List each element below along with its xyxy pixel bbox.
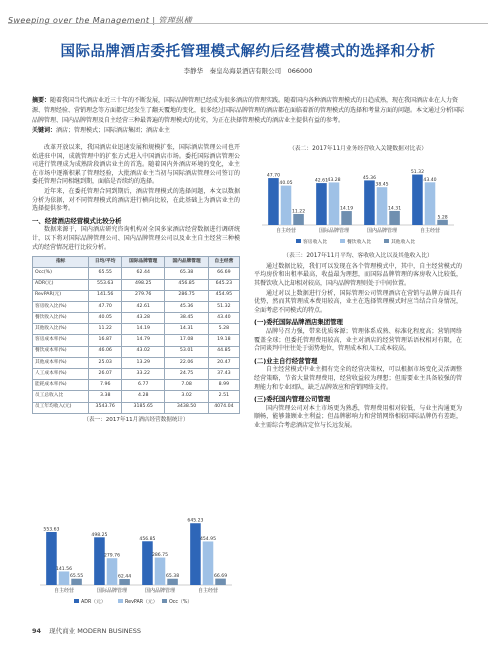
chart-bar: [107, 558, 118, 585]
chart-data-label: 47.70: [266, 173, 281, 179]
table-row: [33, 324, 240, 335]
table-cell: 5.28: [208, 324, 239, 335]
table-cell: 17.08: [165, 335, 208, 346]
table-cell: 26.07: [89, 369, 122, 380]
table-row-label: 员工总收入比: [33, 391, 89, 402]
chart-legend-swatch: [162, 599, 167, 603]
chart-data-label: 62.44: [117, 574, 132, 580]
table-cell: 43.28: [122, 313, 165, 324]
table-row-label: 人工成本率(%): [33, 369, 89, 380]
table-cell: 6.77: [122, 380, 165, 391]
table-cell: 3.02: [165, 391, 208, 402]
table-row: [33, 346, 240, 357]
chart-data-label: 279.76: [103, 553, 121, 559]
table-row: [33, 290, 240, 301]
section-b-title: (二)业主自行经营管理: [254, 356, 318, 365]
table-cell: 53.01: [165, 346, 208, 357]
chart-legend-swatch: [74, 599, 79, 603]
table-row-label: 其他成本率(%): [33, 357, 89, 368]
table-header-cell: 国际品牌管理: [122, 257, 165, 268]
running-title: Sweeping over the Management | 管理纵横: [8, 16, 192, 25]
table-row-label: 客房收入比(%): [33, 301, 89, 312]
chart-2: [32, 508, 240, 612]
chart-category-label: 国内品牌管理: [144, 588, 176, 594]
chart-bar: [142, 541, 153, 585]
chart-data-label: 65.55: [69, 574, 84, 580]
table-cell: 645.23: [208, 279, 239, 290]
abstract-block: [32, 96, 464, 136]
table-cell: 16.87: [89, 335, 122, 346]
chart-legend-swatch: [118, 599, 123, 603]
table-cell: 2.51: [208, 391, 239, 402]
table-row: [33, 357, 240, 368]
header-rule: [8, 23, 488, 24]
table-row-label: 员工年均收入(元): [33, 402, 89, 413]
chart-data-label: 40.05: [279, 180, 293, 186]
table-cell: 19.18: [208, 335, 239, 346]
analysis-paragraph-2: 通过对以上数据进行分析，国际管理公司管理酒店在营销与品牌方面具有优势，然而其管理成本费用较高，业主在选择管理模式时应当结合自身情况，全面考虑不同模式的特点。: [254, 289, 462, 314]
section-1-paragraph: 数据来源于，国内酒店研究咨询机构对全国多家酒店经营数据进行调研统计，以下将对国际品牌管理公司、国内品牌管理公司以及业主自主经营三种模式的经营情况进行比较分析。: [32, 226, 240, 251]
table-row: [33, 313, 240, 324]
chart-bar: [425, 182, 436, 225]
table-cell: 51.32: [208, 301, 239, 312]
table-cell: 3543.76: [89, 402, 122, 413]
chart-data-label: 454.95: [199, 536, 217, 542]
chart-legend-label: Occ（%）: [169, 600, 193, 605]
chart-bar: [412, 174, 423, 224]
section-c-title: (三)委托国内管理公司管理: [254, 395, 331, 404]
table-cell: 286.75: [165, 290, 208, 301]
abstract-text: [32, 96, 464, 126]
chart-data-label: 51.32: [410, 169, 425, 175]
table-cell: 454.95: [208, 290, 239, 301]
table-row: [33, 268, 240, 279]
table-row: [33, 335, 240, 346]
table-row-label: 餐饮收入比(%): [33, 313, 89, 324]
chart-bar: [119, 579, 130, 585]
table-cell: 8.99: [208, 380, 239, 391]
intro-paragraph-2: 近年来，在委托管理合同到期后，酒店管理模式的选择问题，本文以数据分析为依据，对不同管理模式的酒店进行横向比较，在此基础上为酒店业主的选择提供参考。: [32, 187, 240, 213]
table-cell: 42.61: [122, 301, 165, 312]
section-a-paragraph: 品牌号召力强，带来优质客源；管理体系成熟、标准化程度高；营销网络覆盖全球；但委托管理费用较高，业主对酒店的经营管理话语权相对有限，在合同谈判中往往处于弱势地位，管理成本和人工成本较高。: [254, 327, 462, 353]
chart-data-label: 38.45: [375, 182, 389, 188]
chart-legend-label: 餐饮收入比: [347, 239, 371, 245]
left-column: [32, 144, 240, 424]
table-row: [33, 279, 240, 290]
table-cell: 43.40: [208, 313, 239, 324]
chart-data-label: 141.56: [55, 566, 73, 572]
table-row-label: 能耗成本率(%): [33, 380, 89, 391]
table-row: [33, 369, 240, 380]
chart-legend-swatch: [384, 239, 389, 243]
chart-data-label: 43.40: [423, 177, 437, 183]
chart-legend-label: RevPAR（元）: [125, 600, 158, 605]
chart-bar: [94, 537, 105, 585]
table-cell: 43.02: [122, 346, 165, 357]
table-cell: 4074.04: [208, 402, 239, 413]
chart-legend-label: 客房收入比: [303, 239, 327, 245]
chart-bar: [46, 532, 57, 585]
chart-legend-label: ADR（元）: [81, 600, 106, 605]
table-header-cell: 日均/平均: [89, 257, 122, 268]
table-cell: 22.06: [165, 357, 208, 368]
table-cell: 3185.65: [122, 402, 165, 413]
table-cell: 25.03: [89, 357, 122, 368]
table-cell: 44.85: [208, 346, 239, 357]
chart-1-svg: [254, 156, 462, 248]
table-cell: 66.69: [208, 268, 239, 279]
chart-legend-swatch: [340, 239, 345, 243]
abstract-body: 随着我国当代酒店业近三十年的不断发展，国际品牌管理已经成为很多酒店的管理实践。随着国内各种酒店管理模式的日趋成熟，现在我国酒店业在人力资源、管理经验、营销理念等方面都已经发生了翻天覆地的变化，很多经过国际品牌管理的酒店都在面临着新的管理模式的选择和考量方面的问题。本文通过分析国际品牌管理、国内品牌管理及自主经营三种最普遍的管理模式的优劣，为正在抉择管理模式的酒店业主提供有益的参考。: [32, 97, 465, 124]
chart-data-label: 45.36: [362, 175, 377, 181]
table-row: [33, 380, 240, 391]
chart-bar: [167, 579, 178, 585]
table-row: [33, 402, 240, 413]
chart-data-label: 14.31: [387, 206, 402, 212]
chart-bar: [59, 571, 70, 585]
chart-2-caption: （表三：2017年11月平均、客收收入比以及其他收入比）: [283, 253, 433, 260]
table-header-cell: 指标: [33, 257, 89, 268]
keywords-label: 关键词：: [32, 127, 57, 134]
chart-bar: [364, 180, 375, 225]
table-cell: 553.63: [89, 279, 122, 290]
chart-data-label: 286.75: [151, 553, 169, 559]
table-cell: 33.22: [122, 369, 165, 380]
table-row-label: ADR(元): [33, 279, 89, 290]
chart-bar: [190, 523, 201, 585]
table-cell: 456.85: [165, 279, 208, 290]
article-title: 国际品牌酒店委托管理模式解约后经营模式的选择和分析: [60, 44, 436, 60]
table-row-label: 餐饮成本率(%): [33, 346, 89, 357]
chart-bar: [341, 211, 352, 225]
chart-data-label: 645.23: [187, 518, 204, 524]
chart-bar: [316, 183, 327, 225]
chart-legend-label: 其他收入比: [391, 239, 415, 245]
page-number: 94: [32, 627, 42, 635]
table-header-cell: 国内品牌管理: [165, 257, 208, 268]
chart-data-label: 11.22: [291, 209, 306, 215]
table-cell: 14.31: [165, 324, 208, 335]
keywords-body: 酒店；管理模式；国际酒店集团；酒店业主: [56, 127, 171, 134]
section-b-paragraph: 自主经营模式中业主拥有完全的经营决策权，可以根据市场变化灵活调整经营策略，节省大量管理费用，经营收益较为理想；但需要业主具备较强的管理能力和专业团队，缺乏品牌效应和营销网络支持。: [254, 366, 462, 391]
analysis-paragraph-1: 通过数据比较，我们可以发现在各个管理模式中，其中，自主经营模式的平均房价和出租率最高，收益最为理想，而国际品牌管理的客房收入比较低，其餐饮收入比却相对较高，国内品牌管理则处于中间位置。: [254, 262, 462, 287]
table-row-label: RevPAR(元): [33, 290, 89, 301]
running-header: [8, 8, 488, 25]
chart-bar: [71, 579, 82, 585]
table-row: [33, 301, 240, 312]
chart-data-label: 66.69: [213, 574, 228, 580]
chart-bar: [389, 211, 400, 225]
chart-bar: [155, 558, 166, 585]
chart-2-svg: [32, 508, 240, 608]
publication-name: 现代商业 MODERN BUSINESS: [49, 627, 141, 635]
table-cell: 65.55: [89, 268, 122, 279]
chart-category-label: 自主经营: [419, 227, 441, 234]
right-column: [254, 144, 462, 431]
table-cell: 14.19: [122, 324, 165, 335]
table-header-cell: 自主经营: [208, 257, 239, 268]
table-cell: 279.76: [122, 290, 165, 301]
chart-category-label: 国际品牌管理: [96, 588, 128, 594]
chart-1: [254, 145, 462, 251]
chart-category-label: 自主经营: [53, 588, 75, 594]
stats-table-wrap: [32, 256, 240, 424]
keywords-line: [32, 126, 464, 136]
table-cell: 62.44: [122, 268, 165, 279]
chart-data-label: 5.28: [437, 214, 448, 220]
section-c-paragraph: 国内管理公司对本土市场更为熟悉，管理费用相对较低，与业主沟通更为顺畅，能够兼顾业主利益；但品牌影响力和营销网络相较国际品牌仍有差距，业主需综合考虑酒店定位与长远发展。: [254, 404, 462, 429]
chart-bar: [268, 178, 279, 225]
section-a-title: (一)委托国际品牌酒店集团管理: [254, 318, 343, 327]
chart-bar: [215, 579, 226, 585]
table-cell: 7.96: [89, 380, 122, 391]
chart-data-label: 65.38: [165, 574, 180, 580]
table-cell: 65.38: [165, 268, 208, 279]
table-row-label: 客房成本率(%): [33, 335, 89, 346]
abstract-label: 摘要：: [32, 97, 51, 104]
table-row: [33, 391, 240, 402]
table-cell: 3.38: [89, 391, 122, 402]
intro-paragraph-1: 改革开放以来，我国酒店业迅速发展和规模扩张，国际酒店管理公司也开始进驻中国，成就管理中的扩张方式进入中国酒店市场。委托国际酒店管理公司进行管理成为成熟阶段酒店业主的首选。随着国内外酒店环境的变化，业主在市场中逐渐积累了管理经验，大批酒店业主当初与国际酒店管理公司签订的委托管理合同相继到期，面临是否续约的选择。: [32, 144, 240, 186]
table-cell: 24.75: [165, 369, 208, 380]
chart-category-label: 国际品牌管理: [318, 227, 350, 234]
table-row-label: 其他收入比(%): [33, 324, 89, 335]
table-caption: （表一：2017年11月酒店经营数据统计）: [83, 416, 189, 423]
table-cell: 47.70: [89, 301, 122, 312]
section-1-title: 一、经营酒店经营模式比较分析: [32, 216, 122, 225]
chart-bar: [437, 219, 448, 224]
chart-bar: [329, 182, 340, 225]
chart-data-label: 498.25: [91, 532, 108, 538]
table-cell: 14.79: [122, 335, 165, 346]
article-authors: 李静华 秦皇岛海景酒店有限公司 066000: [183, 67, 313, 75]
chart-bar: [377, 187, 388, 225]
page-footer: [32, 626, 141, 635]
table-cell: 13.29: [122, 357, 165, 368]
chart-bar: [203, 541, 214, 585]
chart-bar: [293, 214, 304, 225]
chart-data-label: 553.63: [43, 527, 60, 533]
chart-data-label: 456.85: [139, 536, 156, 542]
chart-1-caption: （表二：2017年11月业务经营收入关键数据对比表）: [288, 146, 428, 152]
table-cell: 3438.50: [165, 402, 208, 413]
table-row-label: Occ(%): [33, 268, 89, 279]
table-cell: 40.05: [89, 313, 122, 324]
chart-data-label: 14.19: [339, 206, 354, 212]
chart-data-label: 42.61: [314, 178, 329, 184]
chart-data-label: 43.28: [327, 177, 341, 183]
chart-bar: [281, 185, 292, 224]
chart-category-label: 自主经营: [197, 588, 219, 594]
table-cell: 37.43: [208, 369, 239, 380]
table-header-row: [33, 257, 240, 268]
table-cell: 4.28: [122, 391, 165, 402]
chart-legend-swatch: [296, 239, 301, 243]
chart-category-label: 国内品牌管理: [366, 227, 398, 234]
table-cell: 498.25: [122, 279, 165, 290]
table-cell: 45.36: [165, 301, 208, 312]
table-cell: 141.56: [89, 290, 122, 301]
table-cell: 20.47: [208, 357, 239, 368]
table-cell: 7.08: [165, 380, 208, 391]
chart-category-label: 自主经营: [275, 227, 297, 234]
table-cell: 11.22: [89, 324, 122, 335]
stats-table: [32, 256, 240, 414]
table-cell: 46.06: [89, 346, 122, 357]
table-cell: 38.45: [165, 313, 208, 324]
